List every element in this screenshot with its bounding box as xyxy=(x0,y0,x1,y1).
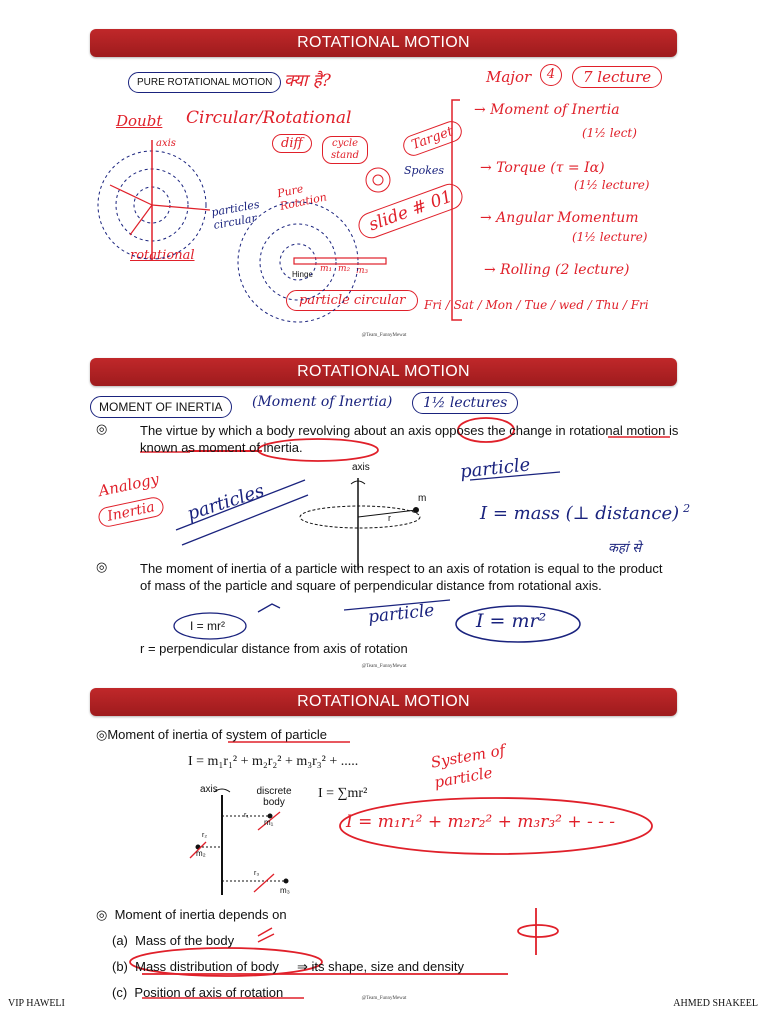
slide-number-note: slide # 01 xyxy=(355,180,467,242)
lectures-note: 1½ lectures xyxy=(412,392,518,414)
bullet-marker-3: ◎ xyxy=(96,728,108,743)
slide1-title: ROTATIONAL MOTION xyxy=(297,34,470,51)
slide1-footer: @Team_FunnyMewat xyxy=(361,333,407,338)
spokes-note: Spokes xyxy=(404,164,445,177)
rotational-note: rotational xyxy=(130,248,195,263)
system-equation-note: I = m₁r₁² + m₂r₂² + m₃r₃² + - - - xyxy=(346,812,616,832)
particles-circular-note: particles circular xyxy=(210,197,261,232)
m2-label: m₂ xyxy=(196,849,206,858)
spokes-diagram xyxy=(98,140,210,260)
bullet-marker-2: ◎ xyxy=(96,560,108,575)
hinge-rod-diagram xyxy=(238,168,390,322)
analogy-note: Analogy xyxy=(96,469,161,501)
slide3-title-banner xyxy=(90,688,677,716)
bullet-marker-1: ◎ xyxy=(96,422,108,437)
agenda-dur-2: (1½ lecture) xyxy=(574,178,650,192)
r2-label: r₂ xyxy=(202,832,208,839)
lectures-total-note: 7 lecture xyxy=(572,66,662,88)
system-equation: I = m₁r₁² + m₂r₂² + m₃r₃² + ..... xyxy=(188,754,359,769)
discrete-body-label: discrete body xyxy=(256,786,292,808)
definition-text: The virtue by which a body revolving about an axis opposes the change in rotational motion is known as moment of inertia. xyxy=(140,423,679,455)
slide2-title: ROTATIONAL MOTION xyxy=(297,363,470,380)
axis-note: axis xyxy=(156,138,176,149)
footer-left: VIP HAWELI xyxy=(8,998,65,1009)
system-heading: ◎Moment of inertia of system of particle xyxy=(96,727,327,743)
inertia-formula-note-2: I = mr² xyxy=(476,610,547,632)
inertia-note: Inertia xyxy=(97,495,166,528)
slide3-footer: @Team_FunnyMewat xyxy=(361,996,407,1001)
particles-note: particles xyxy=(184,480,267,525)
factor-b: (b) Mass distribution of body ⇒ its shape, size and density xyxy=(112,959,464,974)
hinge-label: Hinge xyxy=(292,270,313,279)
sum-formula: I = ∑mr² xyxy=(318,786,368,801)
agenda-item-3: → Angular Momentum xyxy=(480,210,639,226)
agenda-dur-3: (1½ lecture) xyxy=(572,230,648,244)
r1-label: r₁ xyxy=(244,812,249,819)
hindi-question: क्या है? xyxy=(284,71,331,91)
axis-label: axis xyxy=(352,462,370,473)
footer-right: AHMED SHAKEEL xyxy=(673,998,758,1009)
particle-note-2: particle xyxy=(367,600,436,628)
m3-label: m₃ xyxy=(280,886,290,895)
r3-label: r₃ xyxy=(254,870,260,877)
slide2-title-banner xyxy=(90,358,677,386)
agenda-item-1: → Moment of Inertia xyxy=(474,102,620,118)
kahan-se-note: कहां से xyxy=(608,541,642,556)
m1-label: m₁ xyxy=(264,818,274,827)
pure-rotation-note: Pure Rotation xyxy=(276,182,328,213)
axis-label-3: axis xyxy=(200,784,218,795)
particle-inertia-text: The moment of inertia of a particle with respect to an axis of rotation is equal to the product of mass of the particle and square of perpendicular distance from rotational axis. xyxy=(140,561,663,593)
particle-circular-note: particle circular xyxy=(286,290,418,311)
r-definition: r = perpendicular distance from axis of rotation xyxy=(140,641,408,656)
radius-label: r xyxy=(388,513,391,523)
particle-orbit-diagram xyxy=(300,478,420,570)
inertia-formula: I = mr² xyxy=(190,619,225,633)
slide2-topic: MOMENT OF INERTIA xyxy=(90,396,232,418)
mass-label-3: m₃ xyxy=(356,266,369,276)
factor-a: (a) Mass of the body xyxy=(112,933,235,948)
particle-note: particle xyxy=(459,454,532,483)
agenda-dur-1: (1½ lect) xyxy=(582,126,637,140)
diff-note: diff xyxy=(272,134,312,153)
doubt-note: Doubt xyxy=(116,112,163,130)
depends-on-heading: ◎ Moment of inertia depends on xyxy=(96,907,287,923)
major-count: 4 xyxy=(540,64,562,86)
mass-label-1: m₁ xyxy=(320,264,333,274)
mass-label-2: m₂ xyxy=(338,264,351,274)
target-note: Target xyxy=(400,118,464,159)
system-of-particle-note: System of particle xyxy=(429,740,507,792)
slide3-title: ROTATIONAL MOTION xyxy=(297,693,470,710)
agenda-item-2: → Torque (τ = Iα) xyxy=(480,160,605,176)
days-note: Fri / Sat / Mon / Tue / wed / Thu / Fri xyxy=(424,298,649,312)
circular-rotational-note: Circular/Rotational xyxy=(186,108,352,128)
mass-label: m xyxy=(418,493,427,504)
factor-c: (c) Position of axis of rotation xyxy=(112,985,284,1000)
cycle-stand-note: cycle stand xyxy=(322,136,368,164)
slide2-footer: @Team_FunnyMewat xyxy=(361,664,407,669)
agenda-item-4: → Rolling (2 lecture) xyxy=(484,262,630,278)
bullet-marker-4: ◎ xyxy=(96,908,108,923)
inertia-formula-note: I = mass (⊥ distance) $^2$ xyxy=(480,502,691,524)
moment-of-inertia-note: (Moment of Inertia) xyxy=(252,394,393,410)
slide1-topic: PURE ROTATIONAL MOTION xyxy=(128,72,281,93)
major-note: Major xyxy=(486,68,532,86)
